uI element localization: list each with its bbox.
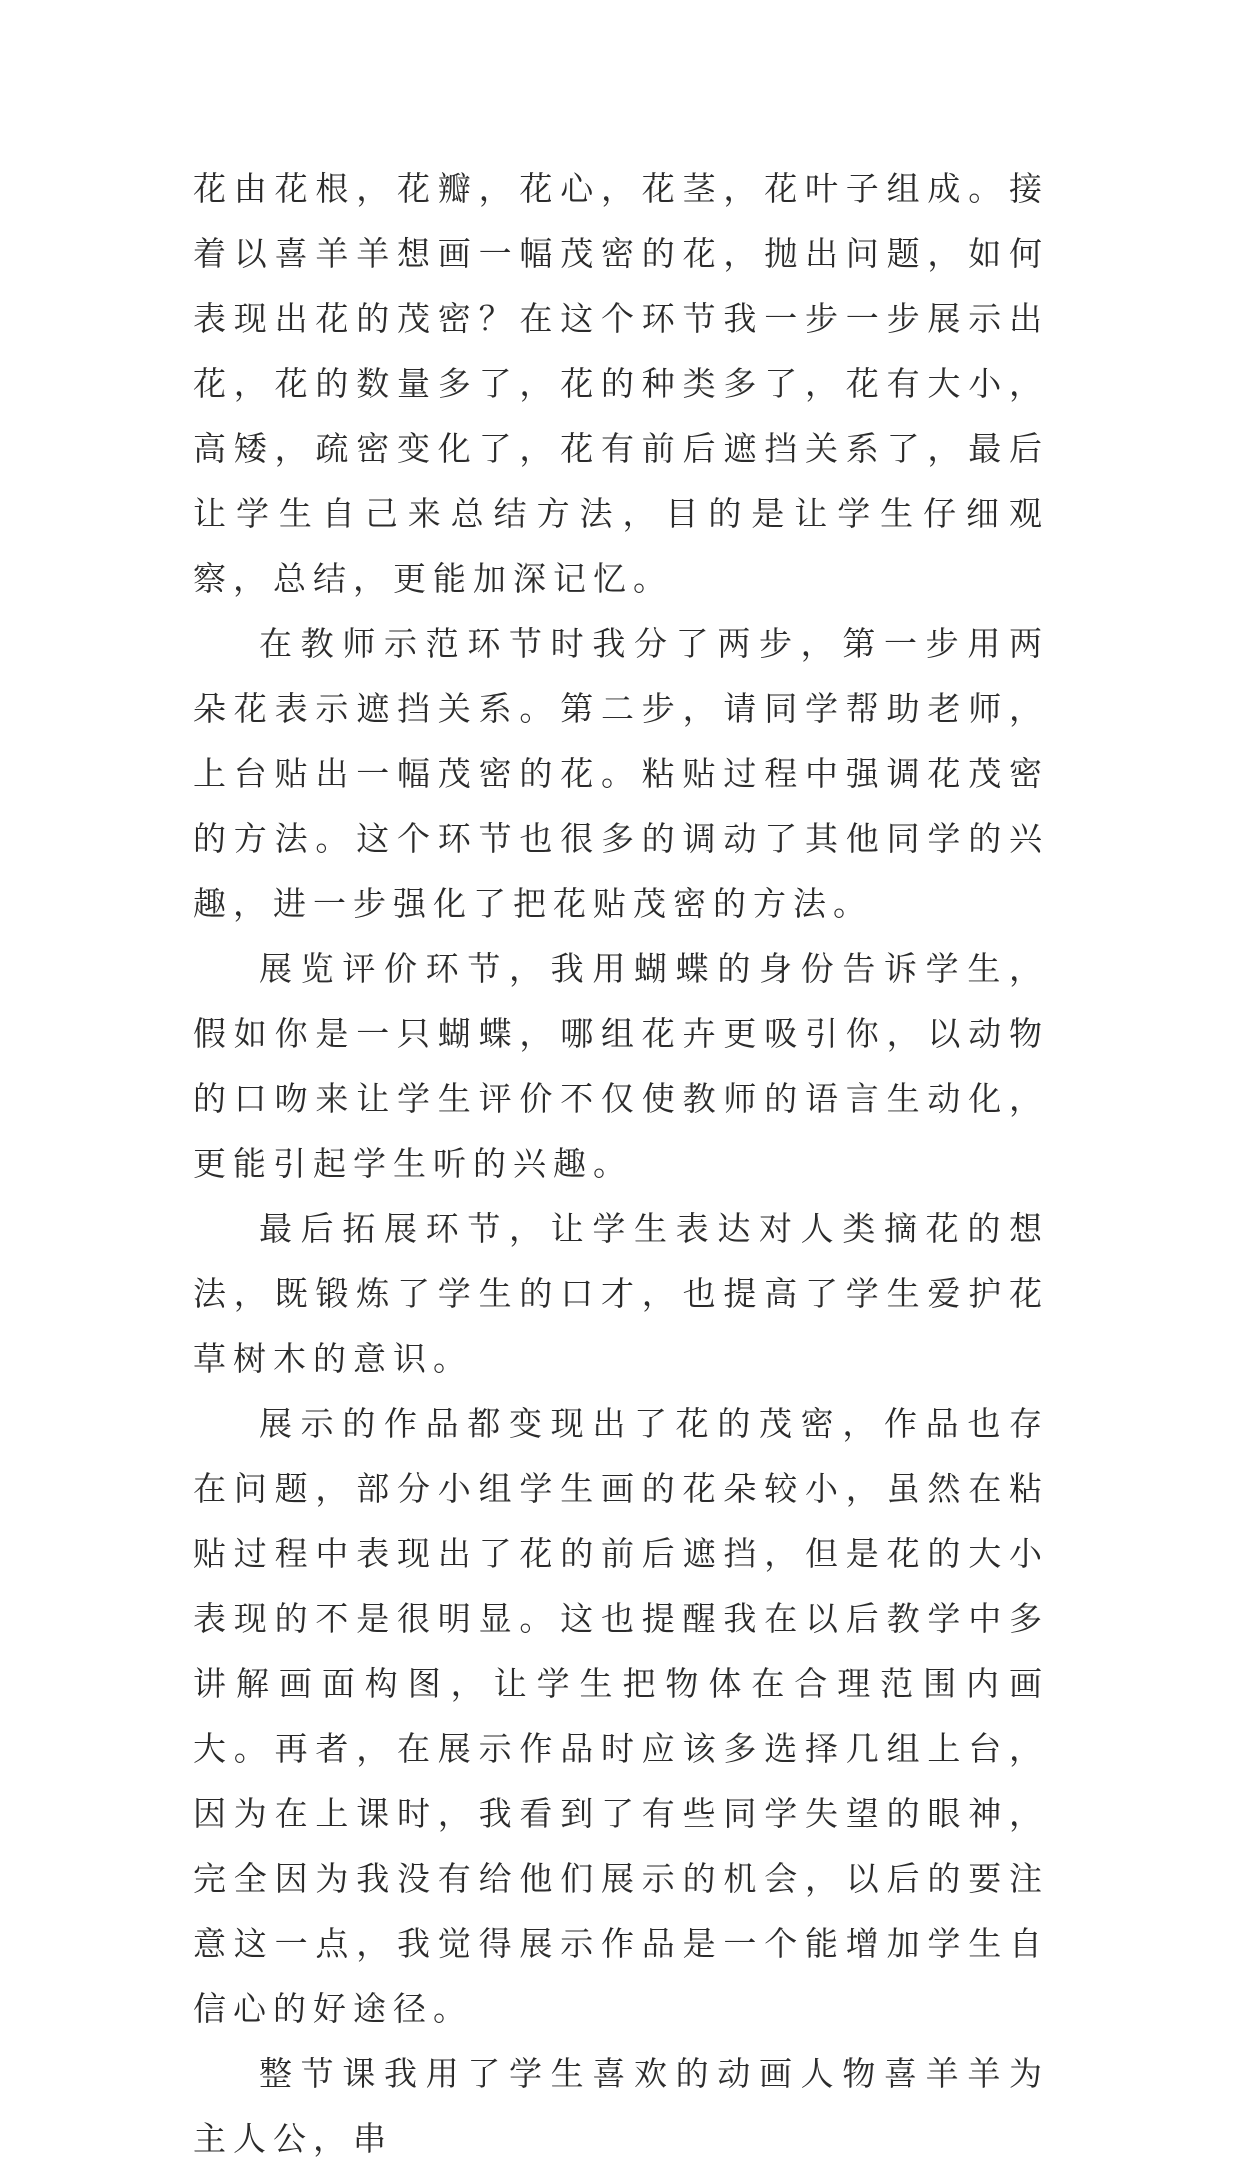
body-text [193,156,1049,2171]
paragraph-1: 花由花根，花瓣，花心，花茎，花叶子组成。接着以喜羊羊想画一幅茂密的花，抛出问题，如何表现出花的茂密？在这个环节我一步一步展示出花，花的数量多了，花的种类多了，花有大小，高矮，疏密变化了，花有前后遮挡关系了，最后让学生自己来总结方法，目的是让学生仔细观察，总结，更能加深记忆。 [193,169,1049,598]
paragraph-2: 在教师示范环节时我分了两步，第一步用两朵花表示遮挡关系。第二步，请同学帮助老师，上台贴出一幅茂密的花。粘贴过程中强调花茂密的方法。这个环节也很多的调动了其他同学的兴趣，进一步强化了把花贴茂密的方法。 [193,624,1049,923]
paragraph-6: 整节课我用了学生喜欢的动画人物喜羊羊为主人公，串 [193,2054,1049,2158]
paragraph-5: 展示的作品都变现出了花的茂密，作品也存在问题，部分小组学生画的花朵较小，虽然在粘贴过程中表现出了花的前后遮挡，但是花的大小表现的不是很明显。这也提醒我在以后教学中多讲解画面构图，让学生把物体在合理范围内画大。再者，在展示作品时应该多选择几组上台，因为在上课时，我看到了有些同学失望的眼神，完全因为我没有给他们展示的机会，以后的要注意这一点，我觉得展示作品是一个能增加学生自信心的好途径。 [193,1404,1049,2028]
paragraph-4: 最后拓展环节，让学生表达对人类摘花的想法，既锻炼了学生的口才，也提高了学生爱护花草树木的意识。 [193,1209,1049,1378]
paragraph-3: 展览评价环节，我用蝴蝶的身份告诉学生，假如你是一只蝴蝶，哪组花卉更吸引你，以动物的口吻来让学生评价不仅使教师的语言生动化，更能引起学生听的兴趣。 [193,949,1049,1183]
